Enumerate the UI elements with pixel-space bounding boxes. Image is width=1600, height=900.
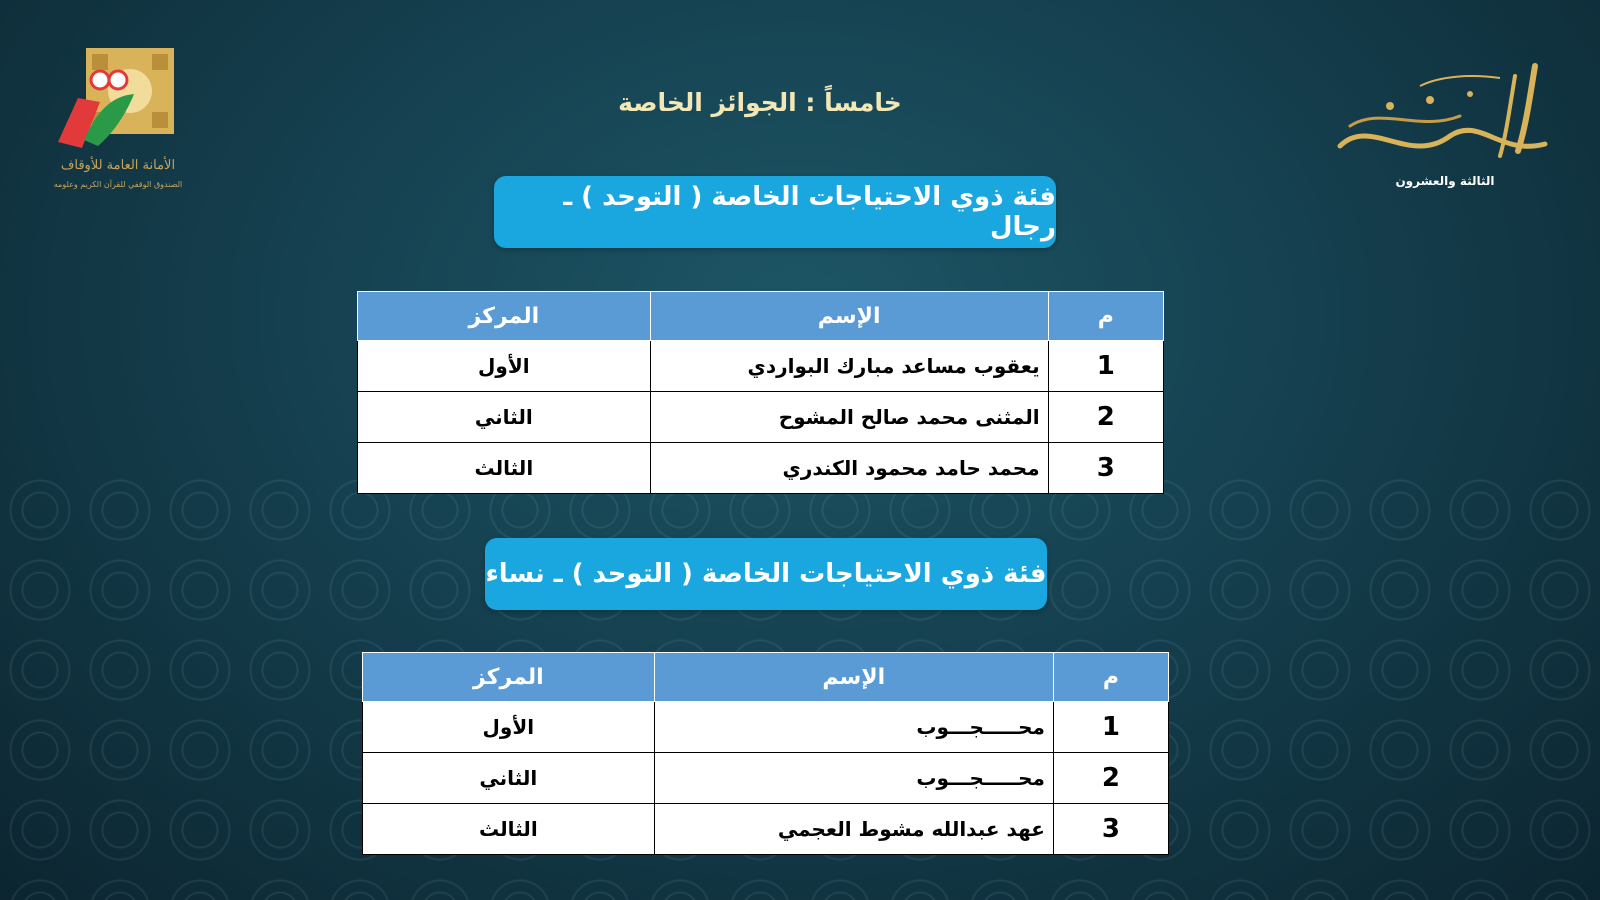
table-row bbox=[363, 702, 1169, 753]
row-name: عهد عبدالله مشوط العجمي bbox=[654, 804, 1053, 855]
table-header-row bbox=[363, 653, 1169, 702]
page-title: خامساً : الجوائز الخاصة bbox=[618, 88, 902, 117]
table-row bbox=[363, 753, 1169, 804]
column-header-name: الإسم bbox=[650, 292, 1048, 341]
column-header-number: م bbox=[1048, 292, 1163, 341]
row-rank: الأول bbox=[358, 341, 651, 392]
row-name: محمد حامد محمود الكندري bbox=[650, 443, 1048, 494]
column-header-rank: المركز bbox=[358, 292, 651, 341]
column-header-name: الإسم bbox=[654, 653, 1053, 702]
row-number: 1 bbox=[1053, 702, 1168, 753]
table-row bbox=[358, 443, 1164, 494]
awqaf-subcaption: الصندوق الوقفي للقرآن الكريم وعلومه bbox=[53, 180, 183, 189]
table-row bbox=[363, 804, 1169, 855]
row-rank: الثالث bbox=[358, 443, 651, 494]
row-rank: الثاني bbox=[363, 753, 655, 804]
section-banner-men: فئة ذوي الاحتياجات الخاصة ( التوحد ) ـ رجال bbox=[494, 176, 1056, 248]
awqaf-caption: الأمانة العامة للأوقاف bbox=[60, 158, 176, 173]
competition-logo bbox=[1330, 56, 1560, 206]
row-rank: الأول bbox=[363, 702, 655, 753]
quran-competition-calligraphy-icon bbox=[1330, 56, 1560, 171]
row-number: 1 bbox=[1048, 341, 1163, 392]
row-number: 3 bbox=[1053, 804, 1168, 855]
table-row bbox=[358, 392, 1164, 443]
column-header-rank: المركز bbox=[363, 653, 655, 702]
row-rank: الثاني bbox=[358, 392, 651, 443]
table-row bbox=[358, 341, 1164, 392]
row-name: يعقوب مساعد مبارك البواردي bbox=[650, 341, 1048, 392]
row-number: 2 bbox=[1048, 392, 1163, 443]
row-name: المثنى محمد صالح المشوح bbox=[650, 392, 1048, 443]
row-name: محـــــجـــوب bbox=[654, 702, 1053, 753]
row-number: 3 bbox=[1048, 443, 1163, 494]
results-table-men bbox=[357, 291, 1164, 494]
row-rank: الثالث bbox=[363, 804, 655, 855]
row-name: محـــــجـــوب bbox=[654, 753, 1053, 804]
column-header-number: م bbox=[1053, 653, 1168, 702]
table-header-row bbox=[358, 292, 1164, 341]
section-banner-women: فئة ذوي الاحتياجات الخاصة ( التوحد ) ـ نساء bbox=[485, 538, 1047, 610]
row-number: 2 bbox=[1053, 753, 1168, 804]
competition-caption: الثالثة والعشرون bbox=[1395, 174, 1495, 188]
awqaf-logo bbox=[48, 44, 188, 204]
results-table-women bbox=[362, 652, 1169, 855]
awqaf-emblem-icon bbox=[48, 44, 188, 156]
